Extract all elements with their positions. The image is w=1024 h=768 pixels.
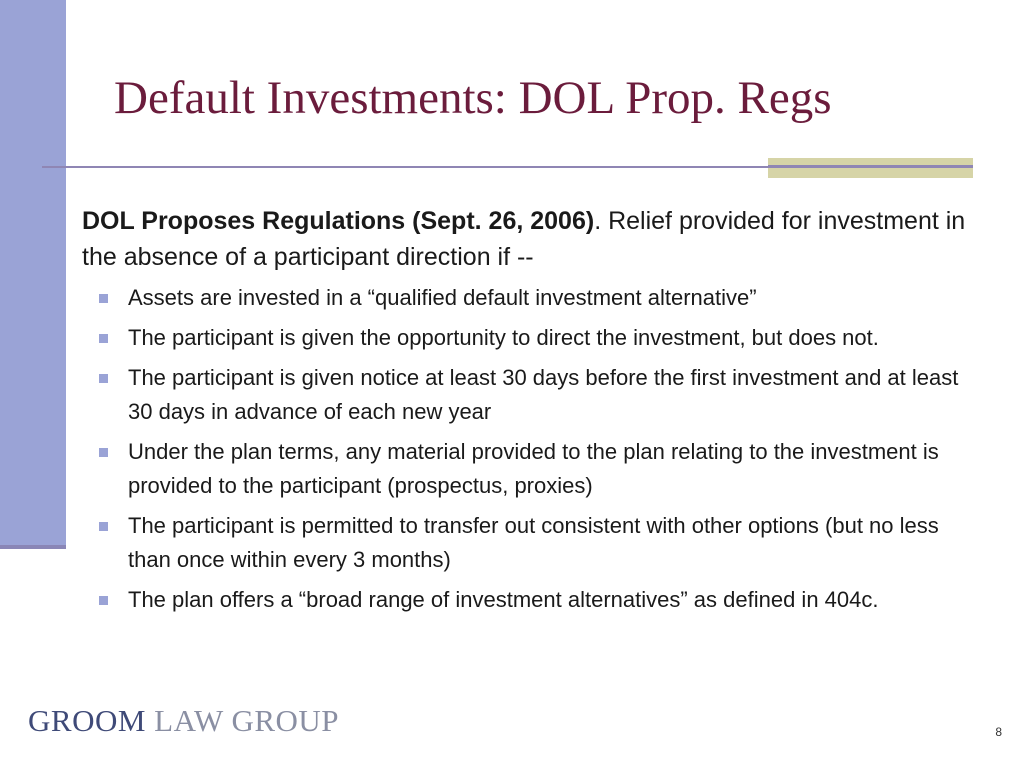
- bullet-text: The participant is given the opportunity to direct the investment, but does not.: [128, 325, 879, 350]
- bullet-item: [82, 361, 987, 429]
- page-number: 8: [995, 725, 1002, 739]
- bullet-text: The participant is given notice at least 30 days before the first investment and at least 30 days in advance of each new year: [128, 365, 959, 424]
- bullet-item: [82, 321, 987, 355]
- bullet-item: [82, 435, 987, 503]
- bullet-item: [82, 281, 987, 315]
- logo-groom-text: GROOM: [28, 703, 146, 738]
- square-bullet-icon: [99, 448, 108, 457]
- logo-law-group-text: LAW GROUP: [145, 703, 340, 738]
- bullet-text: The plan offers a “broad range of investment alternatives” as defined in 404c.: [128, 587, 879, 612]
- square-bullet-icon: [99, 596, 108, 605]
- bullet-text: Under the plan terms, any material provided to the plan relating to the investment is provided to the participant (prospectus, proxies): [128, 439, 939, 498]
- square-bullet-icon: [99, 522, 108, 531]
- slide-title: Default Investments: DOL Prop. Regs: [114, 72, 832, 124]
- title-accent-block: [768, 158, 973, 178]
- square-bullet-icon: [99, 374, 108, 383]
- intro-text: . Relief provided for investment in the absence of a participant direction if --: [82, 207, 966, 271]
- square-bullet-icon: [99, 294, 108, 303]
- bullet-text: The participant is permitted to transfer out consistent with other options (but no less than once within every 3 months): [128, 513, 939, 572]
- bullet-list: [82, 281, 987, 617]
- left-accent-bar: [0, 0, 66, 545]
- groom-law-group-logo: [28, 701, 339, 741]
- left-accent-bar-edge: [0, 545, 66, 549]
- bullet-item: [82, 583, 987, 617]
- slide-body: [82, 203, 987, 623]
- intro-paragraph: [82, 203, 987, 275]
- bullet-text: Assets are invested in a “qualified default investment alternative”: [128, 285, 757, 310]
- intro-heading: DOL Proposes Regulations (Sept. 26, 2006): [82, 207, 595, 235]
- square-bullet-icon: [99, 334, 108, 343]
- title-divider: [42, 166, 768, 168]
- bullet-item: [82, 509, 987, 577]
